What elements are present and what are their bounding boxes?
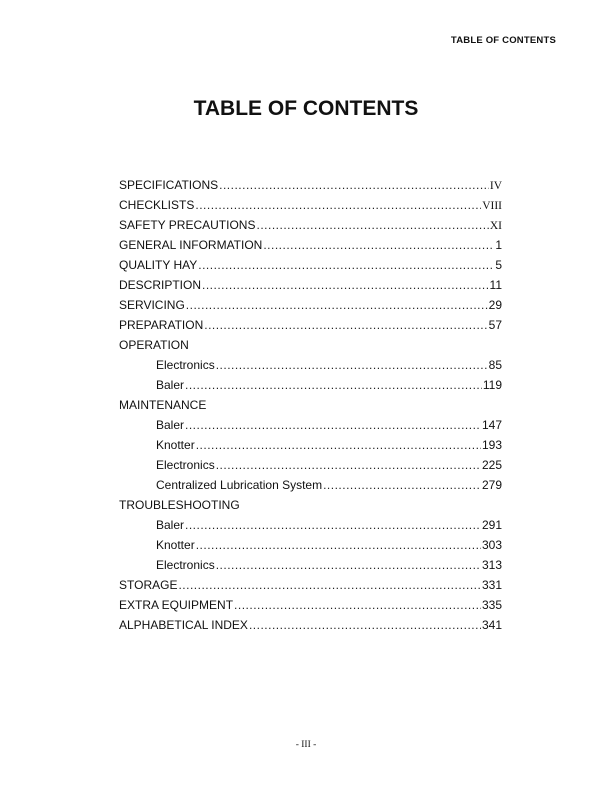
page-number: - III - — [295, 740, 317, 750]
toc-entry-page-number: 29 — [488, 298, 502, 312]
toc-entry-label: STORAGE — [119, 578, 178, 592]
toc-entry-label: SPECIFICATIONS — [119, 178, 219, 192]
toc-entry[interactable] — [119, 238, 502, 258]
toc-entry[interactable] — [119, 358, 502, 378]
dot-leader — [216, 558, 481, 572]
dot-leader — [263, 238, 494, 252]
toc-entry-label: Baler — [156, 418, 185, 432]
toc-entry-label: SERVICING — [119, 298, 185, 312]
toc-entry[interactable] — [119, 598, 502, 618]
toc-section-heading — [119, 338, 502, 358]
toc-entry[interactable] — [119, 258, 502, 278]
dot-leader — [178, 578, 481, 592]
dot-leader — [216, 358, 488, 372]
toc-entry-page-number: 193 — [481, 438, 502, 452]
toc-entry-page-number: 85 — [488, 358, 502, 372]
toc-entry[interactable] — [119, 278, 502, 298]
toc-entry-page-number: 57 — [488, 318, 502, 332]
toc-entry-label: DESCRIPTION — [119, 278, 202, 292]
toc-entry-label: GENERAL INFORMATION — [119, 238, 263, 252]
toc-entry-page-number: VIII — [482, 200, 502, 212]
dot-leader — [198, 258, 494, 272]
toc-entry[interactable] — [119, 378, 502, 398]
dot-leader — [249, 618, 481, 632]
toc-entry-page-number: XI — [489, 220, 502, 232]
toc-entry-label: Knotter — [156, 538, 195, 552]
toc-entry-label: Electronics — [156, 458, 215, 472]
toc-entry-page-number: 291 — [481, 518, 502, 532]
toc-entry-page-number: 341 — [481, 618, 502, 632]
toc-entry[interactable] — [119, 538, 502, 558]
toc-entry-page-number: IV — [489, 180, 502, 192]
dot-leader — [204, 318, 487, 332]
table-of-contents — [119, 178, 502, 638]
dot-leader — [216, 458, 481, 472]
toc-entry-page-number: 119 — [482, 378, 502, 392]
dot-leader — [256, 218, 488, 232]
toc-entry[interactable] — [119, 438, 502, 458]
toc-entry[interactable] — [119, 618, 502, 638]
toc-entry-label: Baler — [156, 378, 185, 392]
toc-entry-label: Knotter — [156, 438, 195, 452]
running-header: TABLE OF CONTENTS — [450, 35, 556, 46]
dot-leader — [196, 438, 481, 452]
dot-leader — [186, 298, 488, 312]
dot-leader — [195, 198, 481, 212]
toc-entry-label: OPERATION — [119, 338, 189, 352]
toc-entry[interactable] — [119, 198, 502, 218]
toc-entry-label: Baler — [156, 518, 185, 532]
toc-entry-page-number: 313 — [481, 558, 502, 572]
dot-leader — [234, 598, 481, 612]
dot-leader — [323, 478, 481, 492]
toc-entry[interactable] — [119, 218, 502, 238]
toc-entry-label: PREPARATION — [119, 318, 204, 332]
toc-entry-label: ALPHABETICAL INDEX — [119, 618, 248, 632]
toc-entry[interactable] — [119, 298, 502, 318]
toc-section-heading — [119, 398, 502, 418]
toc-entry[interactable] — [119, 178, 502, 198]
toc-entry-page-number: 303 — [481, 538, 502, 552]
toc-entry[interactable] — [119, 418, 502, 438]
toc-entry-page-number: 147 — [481, 418, 502, 432]
toc-entry-label: CHECKLISTS — [119, 198, 195, 212]
dot-leader — [219, 178, 489, 192]
toc-entry[interactable] — [119, 518, 502, 538]
toc-section-heading — [119, 498, 502, 518]
toc-entry-label: QUALITY HAY — [119, 258, 198, 272]
dot-leader — [185, 418, 481, 432]
dot-leader — [185, 518, 481, 532]
dot-leader — [202, 278, 489, 292]
toc-entry-page-number: 335 — [481, 598, 502, 612]
dot-leader — [185, 378, 482, 392]
page-title: TABLE OF CONTENTS — [193, 97, 419, 120]
toc-entry-page-number: 225 — [481, 458, 502, 472]
toc-entry[interactable] — [119, 578, 502, 598]
toc-entry[interactable] — [119, 458, 502, 478]
toc-entry-page-number: 1 — [495, 238, 502, 252]
dot-leader — [196, 538, 481, 552]
toc-entry-label: SAFETY PRECAUTIONS — [119, 218, 256, 232]
toc-entry-page-number: 331 — [481, 578, 502, 592]
toc-entry-label: Centralized Lubrication System — [156, 478, 323, 492]
toc-entry[interactable] — [119, 478, 502, 498]
toc-entry-page-number: 279 — [481, 478, 502, 492]
toc-entry-label: MAINTENANCE — [119, 398, 207, 412]
toc-entry-page-number: 11 — [489, 278, 502, 292]
toc-entry[interactable] — [119, 558, 502, 578]
toc-entry-label: Electronics — [156, 558, 215, 572]
toc-entry-label: EXTRA EQUIPMENT — [119, 598, 234, 612]
toc-entry[interactable] — [119, 318, 502, 338]
toc-entry-page-number: 5 — [495, 258, 502, 272]
toc-entry-label: Electronics — [156, 358, 215, 372]
toc-entry-label: TROUBLESHOOTING — [119, 498, 240, 512]
